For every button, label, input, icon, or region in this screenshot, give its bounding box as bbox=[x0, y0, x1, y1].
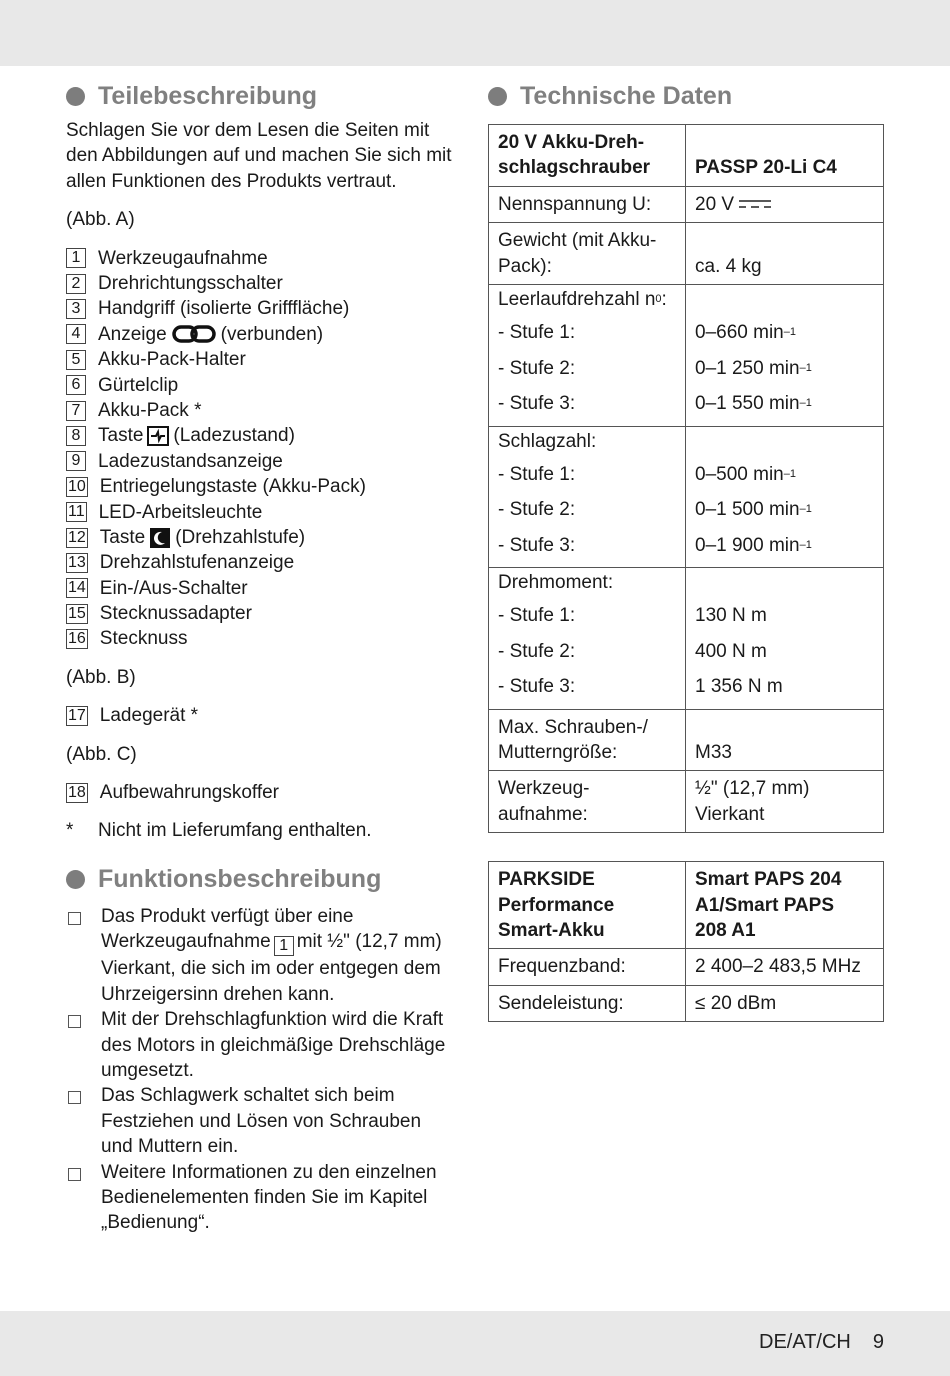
table-cell bbox=[489, 568, 686, 710]
cell-line: Smart PAPS 204 bbox=[695, 869, 842, 891]
cell-line bbox=[695, 351, 874, 387]
checkbox-bullet-icon bbox=[68, 1091, 81, 1104]
list-item bbox=[66, 525, 456, 550]
part-number: 17 bbox=[68, 706, 86, 724]
table-cell bbox=[686, 426, 884, 568]
part-number: 16 bbox=[68, 630, 86, 648]
table-cell bbox=[686, 568, 884, 710]
list-item bbox=[66, 576, 456, 601]
bullet-dot-icon bbox=[66, 870, 85, 889]
cell-value: 0–1 900 min bbox=[695, 534, 800, 556]
function-text-part: mit ½" bbox=[296, 931, 350, 953]
part-label: Taste bbox=[99, 526, 146, 548]
cell-line: - Stufe 1: bbox=[498, 322, 576, 344]
part-number: 10 bbox=[68, 477, 86, 495]
part-number: 1 bbox=[66, 248, 86, 268]
parts-list-c bbox=[66, 780, 456, 805]
part-number: 12 bbox=[68, 528, 86, 546]
cell-line: 20 V Akku-Dreh- bbox=[498, 132, 645, 153]
list-item bbox=[66, 1083, 456, 1159]
cell-line: 130 N m bbox=[695, 605, 767, 627]
list-item bbox=[66, 500, 456, 525]
tech-data-table bbox=[488, 124, 884, 833]
table-cell bbox=[686, 186, 884, 222]
list-item bbox=[66, 474, 456, 499]
table-cell bbox=[686, 771, 884, 833]
page-number: 9 bbox=[872, 1331, 884, 1353]
left-column bbox=[66, 78, 456, 1236]
table-cell bbox=[489, 223, 686, 285]
superscript: –1 bbox=[799, 361, 812, 374]
parts-list-b bbox=[66, 703, 456, 728]
part-label: Drehrichtungsschalter bbox=[98, 273, 283, 295]
part-number: 15 bbox=[68, 604, 86, 622]
part-label: Drehzahlstufenanzeige bbox=[99, 552, 295, 574]
part-label: Gürtelclip bbox=[98, 374, 179, 396]
superscript: –1 bbox=[799, 397, 812, 410]
part-number: 6 bbox=[66, 375, 86, 395]
cell-value: 0–1 250 min bbox=[695, 357, 800, 379]
superscript: –1 bbox=[783, 467, 796, 480]
function-text: Das Schlagwerk schaltet sich beim Festziehen und Lösen von Schrauben und Muttern ein. bbox=[101, 1085, 422, 1158]
page-footer bbox=[759, 1331, 884, 1354]
cell-line: Performance bbox=[498, 894, 615, 916]
part-number: 4 bbox=[66, 324, 86, 344]
cell-line: - Stufe 3: bbox=[498, 534, 576, 556]
part-label: Stecknuss bbox=[99, 628, 188, 650]
part-label: Werkzeugaufnahme bbox=[98, 247, 268, 269]
table-cell: ≤ 20 dBm bbox=[686, 985, 884, 1021]
table-row bbox=[489, 426, 884, 568]
list-item bbox=[66, 626, 456, 651]
list-item bbox=[66, 449, 456, 474]
cell-line: A1/Smart PAPS bbox=[695, 894, 835, 916]
table-cell bbox=[686, 285, 884, 427]
figure-ref-c: (Abb. C) bbox=[66, 743, 137, 765]
table-cell bbox=[489, 125, 686, 187]
cell-line bbox=[695, 315, 874, 351]
table-row bbox=[489, 771, 884, 833]
cell-text: Leerlaufdrehzahl n bbox=[498, 289, 656, 311]
direct-current-icon bbox=[738, 199, 772, 209]
cell-line: Drehmoment: bbox=[498, 572, 614, 594]
table-cell bbox=[489, 426, 686, 568]
list-item bbox=[66, 904, 456, 1007]
list-item bbox=[66, 296, 456, 321]
part-number: 14 bbox=[68, 579, 86, 597]
table-cell: 2 400–2 483,5 MHz bbox=[686, 949, 884, 985]
part-label: Ladegerät * bbox=[99, 705, 199, 727]
connected-link-icon bbox=[172, 324, 216, 344]
part-number: 1 bbox=[274, 936, 294, 956]
table-cell bbox=[489, 862, 686, 949]
table-row bbox=[489, 949, 884, 985]
table-cell bbox=[489, 709, 686, 771]
list-item bbox=[66, 601, 456, 626]
cell-line: - Stufe 1: bbox=[498, 463, 576, 485]
part-label: Handgriff (isolierte Grifffläche) bbox=[98, 298, 350, 320]
list-item bbox=[66, 423, 456, 448]
cell-line: - Stufe 2: bbox=[498, 357, 576, 379]
speed-level-icon bbox=[149, 528, 171, 548]
list-item bbox=[66, 347, 456, 372]
list-item bbox=[66, 1160, 456, 1236]
checkbox-bullet-icon bbox=[68, 1168, 81, 1181]
list-item bbox=[66, 780, 456, 805]
part-label: Ein-/Aus-Schalter bbox=[99, 577, 248, 599]
cell-value: 0–1 550 min bbox=[695, 393, 800, 415]
table-cell bbox=[686, 862, 884, 949]
checkbox-bullet-icon bbox=[68, 912, 81, 925]
figure-ref-a: (Abb. A) bbox=[66, 209, 135, 231]
table-row bbox=[489, 186, 884, 222]
function-text-part: (12,7 mm) Vierkant, die sich im oder entgegen dem Uhrzeigersinn drehen kann. bbox=[101, 931, 442, 1005]
part-label: LED-Arbeitsleuchte bbox=[98, 501, 263, 523]
subscript: 0 bbox=[655, 293, 662, 306]
cell-line: - Stufe 3: bbox=[498, 393, 576, 415]
cell-value: 0–1 500 min bbox=[695, 499, 800, 521]
section-heading-tech bbox=[488, 78, 885, 114]
cell-line: aufnahme: bbox=[498, 803, 588, 825]
cell-line: Smart-Akku bbox=[498, 919, 605, 941]
figure-ref-b: (Abb. B) bbox=[66, 666, 136, 688]
table-cell: ca. 4 kg bbox=[686, 223, 884, 285]
function-text: Weitere Informationen zu den einzelnen Bedienelementen finden Sie im Kapitel „Bedienung“. bbox=[101, 1161, 437, 1234]
cell-line: Schlagzahl: bbox=[498, 430, 597, 452]
checkbox-bullet-icon bbox=[68, 1015, 81, 1028]
superscript: –1 bbox=[783, 326, 796, 339]
part-number: 7 bbox=[66, 401, 86, 421]
table-row bbox=[489, 985, 884, 1021]
part-label: Akku-Pack-Halter bbox=[98, 349, 246, 371]
cell-line: Max. Schrauben-/ bbox=[498, 716, 648, 738]
cell-value: 20 V bbox=[695, 193, 735, 215]
table-cell: Sendeleistung: bbox=[489, 985, 686, 1021]
cell-line: Gewicht (mit Akku- bbox=[498, 230, 657, 252]
list-item bbox=[66, 373, 456, 398]
heading-text: Technische Daten bbox=[520, 81, 733, 110]
part-label: Anzeige bbox=[98, 323, 167, 345]
cell-text: : bbox=[661, 289, 667, 311]
cell-value: 0–660 min bbox=[695, 322, 784, 344]
cell-line: - Stufe 2: bbox=[498, 499, 576, 521]
part-label-suffix: (Drehzahlstufe) bbox=[175, 526, 306, 548]
part-number: 8 bbox=[66, 426, 86, 446]
footnote-text: Nicht im Lieferumfang enthalten. bbox=[98, 820, 372, 842]
cell-line: - Stufe 1: bbox=[498, 605, 576, 627]
cell-line: Vierkant bbox=[695, 803, 765, 825]
cell-line bbox=[695, 427, 874, 457]
table-cell: M33 bbox=[686, 709, 884, 771]
function-list bbox=[66, 904, 456, 1236]
list-item bbox=[66, 550, 456, 575]
cell-line: 1 356 N m bbox=[695, 676, 783, 698]
heading-text: Teilebeschreibung bbox=[98, 81, 318, 110]
cell-line bbox=[695, 457, 874, 493]
cell-line bbox=[695, 492, 874, 528]
superscript: –1 bbox=[799, 538, 812, 551]
part-number: 9 bbox=[66, 451, 86, 471]
table-row bbox=[489, 125, 884, 187]
bullet-dot-icon bbox=[66, 87, 85, 106]
part-label-suffix: (verbunden) bbox=[220, 323, 324, 345]
table-cell: Nennspannung U: bbox=[489, 186, 686, 222]
part-number: 13 bbox=[68, 554, 86, 571]
table-cell bbox=[489, 771, 686, 833]
cell-line: - Stufe 3: bbox=[498, 676, 576, 698]
cell-line: Mutterngröße: bbox=[498, 741, 618, 763]
list-item bbox=[66, 322, 456, 347]
cell-line bbox=[695, 285, 874, 315]
table-cell bbox=[489, 285, 686, 427]
list-item bbox=[66, 246, 456, 271]
cell-line: PASSP 20-Li C4 bbox=[695, 157, 837, 179]
charge-level-icon bbox=[147, 426, 169, 446]
cell-line: Pack): bbox=[498, 255, 552, 277]
cell-line bbox=[695, 568, 874, 598]
function-text: Mit der Drehschlagfunktion wird die Kraft des Motors in gleichmäßige Drehschläge umgesetzt. bbox=[101, 1009, 446, 1081]
cell-line bbox=[695, 386, 874, 422]
list-item bbox=[66, 271, 456, 296]
cell-line: schlagschrauber bbox=[498, 157, 651, 179]
cell-line: Werkzeug- bbox=[498, 778, 590, 800]
cell-line bbox=[498, 285, 676, 315]
footnote bbox=[66, 818, 456, 843]
table-row bbox=[489, 862, 884, 949]
cell-value: 0–500 min bbox=[695, 463, 784, 485]
part-label: Entriegelungstaste (Akku-Pack) bbox=[99, 476, 366, 498]
part-label-suffix: (Ladezustand) bbox=[173, 425, 295, 447]
function-text-part: Das Produkt verfügt über eine Werkzeugaufnahme bbox=[101, 905, 354, 953]
list-item bbox=[66, 703, 456, 728]
list-item bbox=[66, 1007, 456, 1083]
cell-line: ½" (12,7 mm) bbox=[695, 778, 810, 800]
part-label: Akku-Pack * bbox=[98, 399, 202, 421]
parts-list bbox=[66, 246, 456, 652]
table-row bbox=[489, 568, 884, 710]
table-row bbox=[489, 709, 884, 771]
right-column bbox=[488, 78, 885, 1022]
part-label: Ladezustandsanzeige bbox=[98, 450, 283, 472]
part-number: 3 bbox=[66, 299, 86, 319]
region-label: DE/AT/CH bbox=[759, 1331, 851, 1353]
footnote-marker: * bbox=[66, 820, 74, 842]
table-cell: Frequenzband: bbox=[489, 949, 686, 985]
part-number: 18 bbox=[68, 783, 86, 801]
cell-line: PARKSIDE bbox=[498, 869, 595, 891]
top-band bbox=[0, 0, 950, 66]
table-cell bbox=[686, 125, 884, 187]
table-row bbox=[489, 223, 884, 285]
part-number: 5 bbox=[66, 350, 86, 370]
table-row bbox=[489, 285, 884, 427]
section-heading-parts bbox=[66, 78, 456, 114]
cell-line: - Stufe 2: bbox=[498, 640, 576, 662]
battery-data-table bbox=[488, 861, 884, 1022]
intro-text: Schlagen Sie vor dem Lesen die Seiten mit den Abbildungen auf und machen Sie sich mit allen Funktionen des Produkts vertraut. bbox=[66, 120, 452, 192]
heading-text: Funktionsbeschreibung bbox=[98, 865, 382, 894]
cell-line: 400 N m bbox=[695, 640, 767, 662]
section-heading-function bbox=[66, 862, 456, 898]
function-text bbox=[101, 904, 456, 1007]
part-label: Taste bbox=[98, 425, 144, 447]
part-label: Stecknussadapter bbox=[99, 603, 252, 625]
list-item bbox=[66, 398, 456, 423]
part-number: 11 bbox=[68, 503, 85, 521]
bullet-dot-icon bbox=[488, 87, 507, 106]
cell-line: 208 A1 bbox=[695, 919, 756, 941]
cell-line bbox=[695, 528, 874, 564]
part-label: Aufbewahrungskoffer bbox=[99, 782, 280, 804]
superscript: –1 bbox=[799, 503, 812, 516]
part-number: 2 bbox=[66, 274, 86, 294]
